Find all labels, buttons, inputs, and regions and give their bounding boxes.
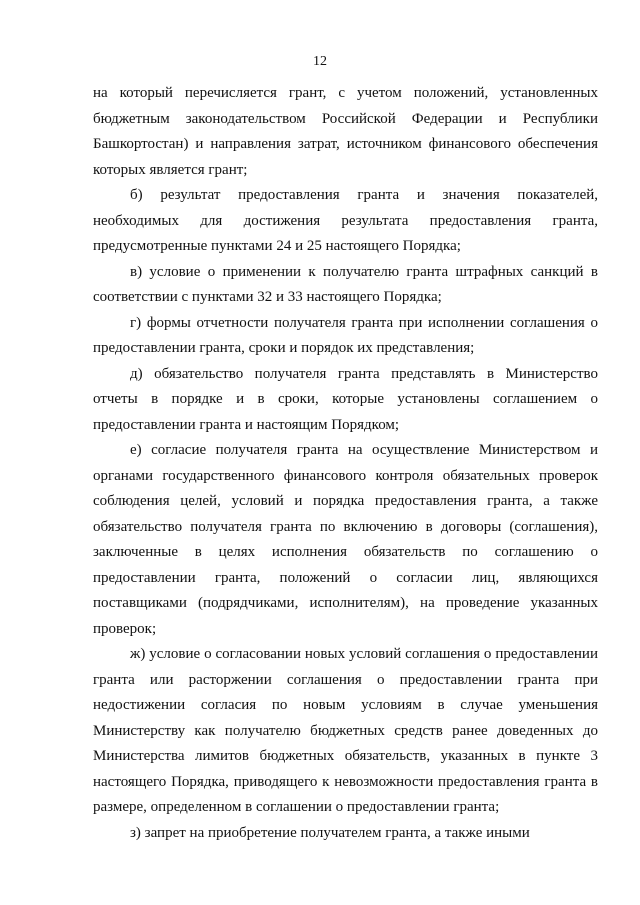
paragraph-continuation: на который перечисляется грант, с учетом положений, установленных бюджетным законодательством Российской Федерации и Республики Башкортостан) и направления затрат, источником финансового обеспечения которых является грант; bbox=[93, 85, 598, 178]
paragraph-item-v: в) условие о применении к получателю гранта штрафных санкций в соответствии с пунктами 32 и 33 настоящего Порядка; bbox=[93, 263, 598, 305]
page-number: 12 bbox=[313, 54, 327, 69]
document-body bbox=[93, 81, 598, 846]
paragraph-item-zh: ж) условие о согласовании новых условий соглашения о предоставлении гранта или расторжении соглашения о предоставлении гранта при недостижении согласия по новым условиям в случае уменьшения Министерству как получателю бюджетных средств ранее доведенных до Министерства лимитов бюджетных обязательств, указанных в пункте 3 настоящего Порядка, приводящего к невозможности предоставления гранта в размере, определенном в соглашении о предоставлении гранта; bbox=[93, 646, 598, 815]
paragraph-item-d: д) обязательство получателя гранта представлять в Министерство отчеты в порядке и в сроки, которые установлены соглашением о предоставлении гранта и настоящим Порядком; bbox=[93, 365, 598, 433]
paragraph-item-z: з) запрет на приобретение получателем гранта, а также иными bbox=[130, 824, 530, 841]
paragraph-item-g: г) формы отчетности получателя гранта при исполнении соглашения о предоставлении гранта, сроки и порядок их представления; bbox=[93, 314, 598, 356]
paragraph-item-e: е) согласие получателя гранта на осуществление Министерством и органами государственного финансового контроля обязательных проверок соблюдения целей, условий и порядка предоставления гранта, а также обязательство получателя гранта по включению в договоры (соглашения), заключенные в целях исполнения обязательств по соглашению о предоставлении гранта, положений о согласии лиц, являющихся поставщиками (подрядчиками, исполнителям), на проведение указанных проверок; bbox=[93, 442, 598, 637]
paragraph-item-b: б) результат предоставления гранта и значения показателей, необходимых для достижения результата предоставления гранта, предусмотренные пунктами 24 и 25 настоящего Порядка; bbox=[93, 187, 598, 254]
